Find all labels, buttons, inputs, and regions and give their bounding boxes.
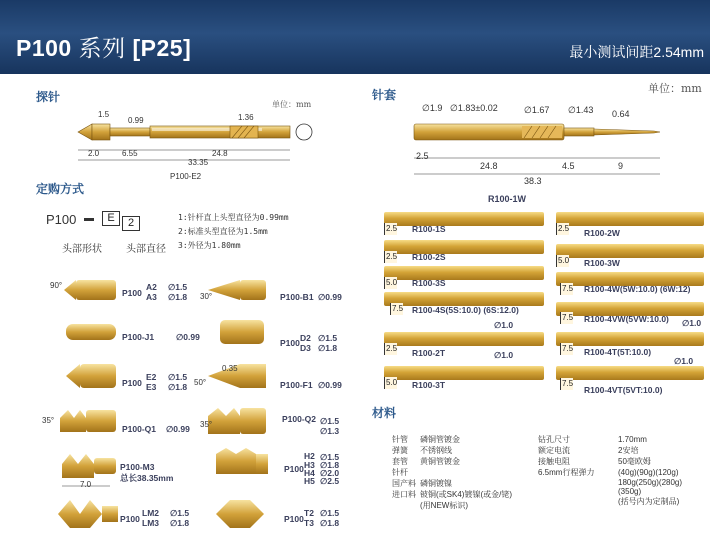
probe-dim-d3: 1.36 [238, 113, 254, 122]
tip-j1-d1: ∅0.99 [176, 332, 200, 342]
probe-dim-l1: 2.0 [88, 149, 100, 158]
variant-dia: ∅1.0 [682, 318, 702, 328]
variant-seg: 7.5 [392, 304, 404, 313]
tip-t-code: P100 [284, 514, 304, 524]
table-row: 套管 黄铜管镀金 [392, 457, 460, 466]
variant-sleeve [556, 366, 704, 380]
tip-h-sub3: H5 [304, 476, 315, 486]
table-row: 接触电阻 50毫欧姆 [538, 457, 651, 466]
table-row: (括号内为定制品) [618, 497, 680, 506]
tip-a-d1: ∅1.5 [168, 282, 188, 292]
table-row: (350g) [618, 487, 642, 496]
tip-e-code: P100 [122, 378, 142, 388]
probe-dim-l4: 33.35 [188, 158, 209, 167]
materials-section-title: 材料 [372, 406, 397, 420]
probe-unit: 单位：mm [272, 100, 312, 109]
tip-d-sub1: D2 [300, 333, 311, 343]
tip-a-d2: ∅1.8 [168, 292, 188, 302]
variant-sleeve [384, 332, 544, 346]
order-note-3: 3:外径为1.80mm [178, 241, 241, 250]
variant-seg: 2.5 [386, 224, 398, 233]
variant-seg: 7.5 [562, 313, 574, 322]
variant-name: R100-3T [412, 380, 446, 390]
tip-f1-code: P100-F1 [280, 380, 313, 390]
tip-t-d2: ∅1.8 [320, 518, 340, 528]
receptacle-dim-d2: ∅1.83±0.02 [450, 103, 498, 113]
tip-f1-d1: ∅0.99 [318, 380, 342, 390]
variant-seg: 7.5 [562, 379, 574, 388]
variant-name: R100-3W [584, 258, 620, 268]
probe-dim-l3: 24.8 [212, 149, 228, 158]
tip-e-sub2: E3 [146, 382, 157, 392]
tip-q1-code: P100-Q1 [122, 424, 157, 434]
tip-m3-note: 总长38.35mm [120, 473, 174, 483]
receptacle-dim-l5: 38.3 [524, 176, 542, 186]
tip-h-code: P100 [284, 464, 304, 474]
min-pitch: 最小测试间距2.54mm [569, 44, 704, 60]
receptacle-dim-l2: 24.8 [480, 161, 498, 171]
probe-section-title: 探针 [36, 90, 61, 104]
variant-name: R100-1S [412, 224, 446, 234]
order-note-2: 2:标准头型直径为1.5mm [178, 227, 268, 236]
variant-sleeve [556, 244, 704, 258]
tip-lm-d2: ∅1.8 [170, 518, 190, 528]
tip-h-d0: ∅1.5 [320, 452, 340, 462]
title-series: 系列 [78, 35, 126, 61]
probe-model: P100-E2 [170, 172, 202, 181]
tip-d-d1: ∅1.5 [318, 333, 338, 343]
receptacle-dim-d1: ∅1.9 [422, 103, 443, 113]
tip-q1-angle: 35° [42, 416, 55, 425]
variant-seg: 5.0 [558, 256, 570, 265]
receptacle-dim-d4: ∅1.43 [568, 105, 594, 115]
probe-dim-d1: 1.5 [98, 110, 110, 119]
tip-b1-code: P100-B1 [280, 292, 314, 302]
tip-d-d2: ∅1.8 [318, 343, 338, 353]
tip-q2-code: P100-Q2 [282, 414, 317, 424]
probe-dim-d2: 0.99 [128, 116, 144, 125]
receptacle-drawing [410, 112, 670, 182]
receptacle-dim-d5: 0.64 [612, 109, 630, 119]
tip-a-angle: 90° [50, 281, 63, 290]
tip-h-d3: ∅2.5 [320, 476, 340, 486]
variant-sleeve [384, 212, 544, 226]
receptacle-dim-l3: 4.5 [562, 161, 575, 171]
order-dash [84, 218, 94, 221]
tip-q1-d1: ∅0.99 [166, 424, 190, 434]
table-row: 6.5mm行程弹力 (40g)(90g)(120g) [538, 468, 679, 477]
variant-seg: 7.5 [562, 344, 574, 353]
table-row: 进口料 铍铜(或SK4)镀镍(或金/铑) [392, 490, 512, 499]
table-row: 针杆 [392, 468, 408, 477]
variant-name: R100-3S [412, 278, 446, 288]
tip-h-d1: ∅1.8 [320, 460, 340, 470]
title-code: P100 [16, 35, 72, 61]
tip-gallery [40, 268, 370, 538]
tip-d-code: P100 [280, 338, 300, 348]
receptacle-section-title: 针套 [372, 88, 397, 102]
tip-lm-d1: ∅1.5 [170, 508, 190, 518]
variant-seg: 2.5 [386, 252, 398, 261]
receptacle-model: R100-1W [488, 194, 527, 204]
tip-lm-sub1: LM2 [142, 508, 159, 518]
variant-seg: 5.0 [386, 378, 398, 387]
tip-j1-code: P100-J1 [122, 332, 155, 342]
variant-sleeve [384, 292, 544, 306]
order-part-code: P100 [46, 212, 77, 227]
tip-f1-angle: 50° [194, 378, 207, 387]
tip-e-d2: ∅1.8 [168, 382, 188, 392]
tip-h-sub1: H3 [304, 460, 315, 470]
tip-t-sub2: T3 [304, 518, 314, 528]
materials-left-table [390, 434, 514, 511]
variant-name: R100-4VW(5VW:10.0) [584, 314, 669, 324]
materials-right-table [536, 434, 684, 507]
tip-t-d1: ∅1.5 [320, 508, 340, 518]
tip-t-sub1: T2 [304, 508, 314, 518]
variant-sleeve [384, 266, 544, 280]
receptacle-dim-l1: 2.5 [416, 151, 429, 161]
page-title [16, 30, 191, 63]
tip-lm-sub2: LM3 [142, 518, 159, 528]
variant-dia: ∅1.0 [494, 320, 514, 330]
tip-b1-d1: ∅0.99 [318, 292, 342, 302]
table-row: (用NEW标识) [420, 501, 468, 510]
page-header [0, 0, 710, 74]
tip-a-sub1: A2 [146, 282, 157, 292]
tip-q2-angle: 35° [200, 420, 213, 429]
tip-m3-code: P100-M3 [120, 462, 155, 472]
tip-a-sub2: A3 [146, 292, 157, 302]
table-row: 钻孔尺寸 1.70mm [538, 435, 647, 444]
table-row: 额定电流 2安培 [538, 446, 639, 455]
tip-a-code: P100 [122, 288, 142, 298]
order-box-shape: E [102, 211, 120, 226]
tip-lm-code: P100 [120, 514, 140, 524]
order-label-size: 头部直径 [126, 244, 166, 255]
variant-dia: ∅1.0 [494, 350, 514, 360]
probe-dim-l2: 6.55 [122, 149, 138, 158]
tip-b1-angle: 30° [200, 292, 213, 301]
variant-name: R100-4VT(5VT:10.0) [584, 385, 663, 395]
table-row: 弹簧 不锈钢线 [392, 446, 452, 455]
order-box-size: 2 [122, 216, 140, 231]
variant-dia: ∅1.0 [674, 356, 694, 366]
order-label-head: 头部形状 [62, 244, 102, 255]
table-row: 180g(250g)(280g) [618, 478, 683, 487]
tip-q2-d2: ∅1.3 [320, 426, 340, 436]
variant-name: R100-2T [412, 348, 446, 358]
order-note-1: 1:针杆直上头型直径为0.99mm [178, 213, 289, 222]
variant-seg: 7.5 [562, 284, 574, 293]
tip-h-sub2: H4 [304, 468, 315, 478]
table-row: 针管 磷铜管镀金 [392, 435, 460, 444]
tip-m3-len: 7.0 [80, 480, 92, 489]
variant-name: R100-4W(5W:10.0) (6W:12) [584, 284, 691, 294]
table-row: 国产料 磷铜镀镍 [392, 479, 452, 488]
variant-sleeve [556, 332, 704, 346]
variant-sleeve [384, 366, 544, 380]
variant-seg: 5.0 [386, 278, 398, 287]
receptacle-dim-d3: ∅1.67 [524, 105, 550, 115]
tip-q2-d1: ∅1.5 [320, 416, 340, 426]
tip-e-d1: ∅1.5 [168, 372, 188, 382]
variant-name: R100-4S(5S:10.0) (6S:12.0) [412, 305, 519, 315]
tip-f1-extra: 0.35 [222, 364, 238, 373]
title-tag: [P25] [132, 35, 192, 61]
tip-e-sub1: E2 [146, 372, 157, 382]
tip-h-d2: ∅2.0 [320, 468, 340, 478]
variant-name: R100-2W [584, 228, 620, 238]
variant-name: R100-2S [412, 252, 446, 262]
variant-name: R100-4T(5T:10.0) [584, 347, 652, 357]
receptacle-unit: 单位：mm [648, 82, 702, 95]
tip-h-sub0: H2 [304, 451, 315, 461]
variant-sleeve [556, 212, 704, 226]
order-section-title: 定购方式 [36, 182, 85, 196]
tip-d-sub2: D3 [300, 343, 311, 353]
variant-seg: 2.5 [386, 344, 398, 353]
variant-sleeve [384, 240, 544, 254]
receptacle-dim-l4: 9 [618, 161, 624, 171]
variant-seg: 2.5 [558, 224, 570, 233]
